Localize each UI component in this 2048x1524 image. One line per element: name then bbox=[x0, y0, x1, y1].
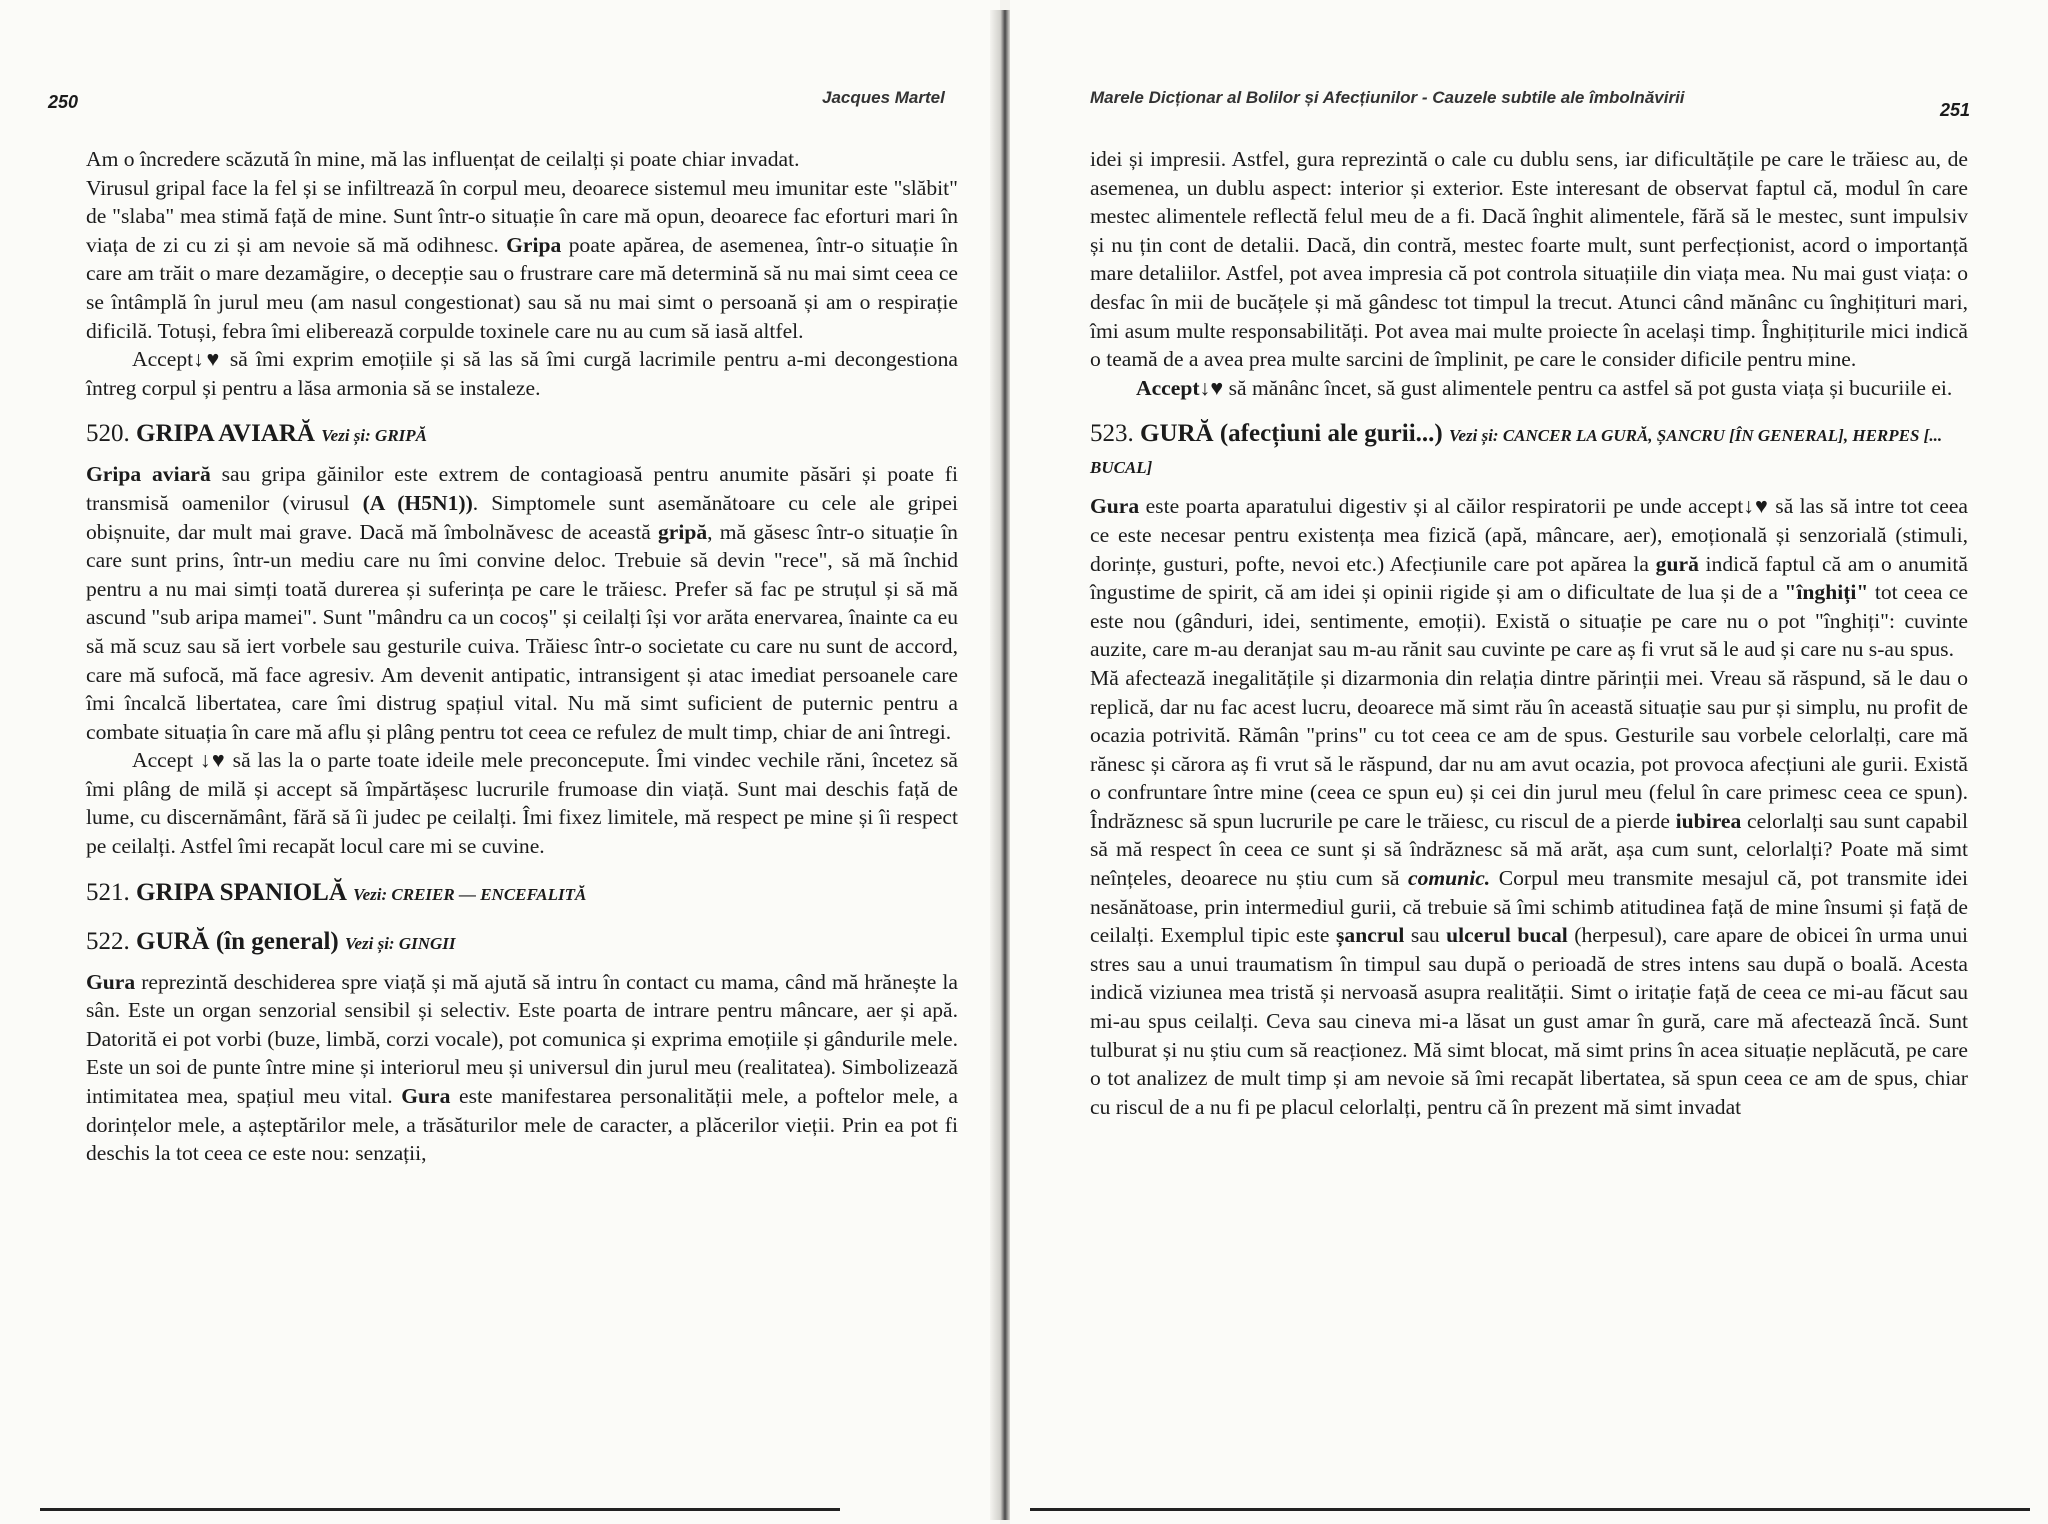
running-header-left: Jacques Martel bbox=[822, 88, 945, 107]
accept-paragraph: Accept↓♥ să mănânc încet, să gust alimentele pentru ca astfel să pot gusta viața și bucuriile ei. bbox=[1136, 375, 1953, 400]
page-edge-line bbox=[40, 1508, 840, 1511]
accept-paragraph: Accept ↓♥ să las la o parte toate ideile mele preconcepute. Îmi vindec vechile răni, încetez să îmi plâng de milă și accept să împărtășesc lucrurile frumoase din viață. Sunt mai deschis față de lume, cu discernământ, fără să îi judec pe ceilalți. Îmi fixez limitele, mă respect pe mine și îi respect pe ceilalți. Astfel îmi recapăt locul care mi se cuvine. bbox=[86, 748, 958, 859]
paragraph: Virusul gripal face la fel și se infiltrează în corpul meu, deoarece sistemul meu imunitar este "slăbit" de "slaba" mea stimă față de mine. Sunt într-o situație în care mă opun, deoarece fac eforturi mari în viața de zi cu zi și am nevoie să mă odihnesc. Gripa poate apărea, de asemenea, într-o situație în care am trăit o mare dezamăgire, o decepție sau o frustrare care mă determină să nu mai simt ceea ce se întâmplă în jurul meu (am nasul congestionat) sau să nu mai simt o persoană și am o respirație dificilă. Totuși, febra îmi eliberează corpulde toxinele care nu au cum să iasă altfel. bbox=[86, 175, 958, 343]
running-header-right: Marele Dicționar al Bolilor și Afecțiunilor - Cauzele subtile ale îmbolnăvirii bbox=[1090, 88, 1685, 107]
entry-title: GURĂ (în general) bbox=[136, 927, 339, 955]
paragraph: idei și impresii. Astfel, gura reprezintă o cale cu dublu sens, iar dificultățile pe care le trăiesc au, de asemenea, un dublu aspect: interior și exterior. Este interesant de observat faptul că, modul în care mestec alimentele reflectă felul meu de a fi. Dacă înghit alimentele, fără să le mestec, sunt impulsiv și nu țin cont de detalii. Dacă, din contră, mestec foarte mult, sunt perfecționist, acord o importanță mare detaliilor. Astfel, pot avea impresia că pot controla situațiile din viața mea. Nu mai gust viața: o desfac în mii de bucățele și mă gândesc tot timpul la trecut. Atunci când mănânc cu înghițituri mari, îmi asum multe responsabilități. Pot avea mai multe proiecte în același timp. Înghițiturile mici indică o teamă de a avea prea multe sarcini de împlinit, pe care le consider dificile pentru mine. bbox=[1090, 147, 1968, 372]
paragraph: Am o încredere scăzută în mine, mă las influențat de ceilalți și poate chiar invadat. bbox=[86, 147, 800, 171]
page-edge-line bbox=[1030, 1508, 2030, 1511]
entry-title: GRIPA AVIARĂ bbox=[136, 420, 315, 448]
see-also: Vezi și: GRIPĂ bbox=[321, 426, 428, 446]
entry-521-heading: 521. GRIPA SPANIOLĂ Vezi: CREIER — ENCEFALITĂ bbox=[86, 878, 587, 906]
page-number-right: 251 bbox=[1940, 100, 1971, 120]
see-also: Vezi: CREIER — ENCEFALITĂ bbox=[353, 884, 587, 904]
entry-title: GURĂ (afecțiuni ale gurii...) bbox=[1140, 420, 1443, 448]
accept-paragraph: Accept↓♥ să îmi exprim emoțiile și să las să îmi curgă lacrimile pentru a-mi decongestiona întreg corpul și pentru a lăsa armonia să se instaleze. bbox=[86, 347, 958, 400]
right-text-column bbox=[1090, 145, 1968, 1121]
entry-523-heading: 523. GURĂ (afecțiuni ale gurii...) Vezi și: CANCER LA GURĂ, ȘANCRU [ÎN GENERAL], HERPES [... BUCAL] bbox=[1090, 420, 1943, 478]
entry-523-body-2: Mă afectează inegalitățile și dizarmonia din relația dintre părinții mei. Vreau să răspund, să le dau o replică, dar nu fac acest lucru, deoarece mă simt rău în această situație sau pur și simplu, nu profit de ocazia potrivită. Rămân "prins" cu tot ceea ce am de spus. Gesturile sau vorbele celorlalți, care mă rănesc și cărora aș fi vrut să le răspund, dar nu am avut ocazia, pot provoca afecțiuni ale gurii. Există o confruntare între mine (ceea ce spun eu) și cei din jurul meu (felul în care primesc ceea ce spun). Îndrăznesc să spun lucrurile pe care le trăiesc, cu riscul de a pierde iubirea celorlalți sau sunt capabil să mă respect în ceea ce sunt și să îndrăznesc să mă arăt, așa cum sunt, celorlalți? Poate mă simt neînțeles, deoarece nu știu cum să comunic. Corpul meu transmite mesajul că, pot transmite idei nesănătoase, prin intermediul gurii, că trebuie să îmi schimb atitudinea față de mine însumi și față de ceilalți. Exemplul tipic este șancrul sau ulcerul bucal (herpesul), care apare de obicei în urma unui stres sau a unui traumatism în timpul sau după o perioadă de stres intens sau după o boală. Acesta indică viziunea mea tristă și nervoasă asupra realității. Simt o iritație față de ceea ce mi-au făcut sau mi-au spus ceilalți. Ceva sau cineva mi-a lăsat un gust amar în gură, care mă afectează încă. Sunt tulburat și nu știu cum să reacționez. Mă simt blocat, mă simt prins în acea situație neplăcută, pe care o tot analizez de mult timp și am nevoie să îmi recapăt libertatea, să spun ceea ce am de spus, chiar cu riscul de a nu fi pe placul celorlalți, pentru că în prezent mă simt invadat bbox=[1090, 665, 1969, 1119]
entry-522-body: Gura reprezintă deschiderea spre viață și mă ajută să intru în contact cu mama, când mă hrănește la sân. Este un organ senzorial sensibil și selectiv. Este poarta de intrare pentru mâncare, aer și apă. Datorită ei pot vorbi (buze, limbă, corzi vocale), pot comunica și exprima emoțiile și gândurile mele. Este un soi de punte între mine și interiorul meu și universul din jurul meu (realitatea). Simbolizează intimitatea mea, spațiul meu vital. Gura este manifestarea personalității mele, a poftelor mele, a dorințelor mele, a așteptărilor mele, a trăsăturilor mele de caracter, a plăcerilor vieții. Prin ea pot fi deschis la tot ceea ce este nou: senzații, bbox=[86, 969, 959, 1166]
bold-term: Gripa bbox=[506, 232, 562, 257]
entry-520-heading: 520. GRIPA AVIARĂ Vezi și: GRIPĂ bbox=[86, 420, 428, 448]
left-page bbox=[0, 0, 1000, 1524]
page-number-left: 250 bbox=[48, 92, 79, 112]
see-also: Vezi și: CANCER LA GURĂ, ȘANCRU [ÎN GENERAL], HERPES [... BUCAL] bbox=[1090, 426, 1943, 478]
entry-520-body: Gripa aviară sau gripa găinilor este extrem de contagioasă pentru anumite păsări și poate fi transmisă oamenilor (virusul (A (H5N1)). Simptomele sunt asemănătoare cu cele ale gripei obișnuite, dar mult mai grave. Dacă mă îmbolnăvesc de această gripă, mă găsesc într-o situație în care sunt prins, într-un mediu care nu îmi convine deloc. Trebuie să devin "rece", să mă închid pentru a nu mai simți toată durerea și suferința pe care le trăiesc. Prefer să fac pe struțul și să mă ascund "sub aripa mamei". Sunt "mândru ca un cocoș" și ceilalți își vor arăta enervarea, înainte ca eu să mă scuz sau să iert vorbele sau gesturile cuiva. Trăiesc într-o societate cu care nu sunt de accord, care mă sufocă, mă face agresiv. Am devenit antipatic, intransigent și atac imediat persoanele care îmi încalcă libertatea, care îmi distrug spațiul vital. Nu mă simt suficient de puternic pentru a combate situația în care mă aflu și plâng pentru tot ceea ce refulez de mult timp, chiar de ani întregi. bbox=[86, 462, 958, 744]
left-text-column bbox=[86, 145, 958, 1168]
entry-title: GRIPA SPANIOLĂ bbox=[136, 878, 347, 906]
right-page bbox=[1010, 0, 2048, 1524]
entry-522-heading: 522. GURĂ (în general) Vezi și: GINGII bbox=[86, 927, 456, 955]
entry-523-body: Gura este poarta aparatului digestiv și al căilor respiratorii pe unde accept↓♥ să las să intre tot ceea ce este necesar pentru existența mea fizică (apă, mâncare, aer), emoțională și senzorială (stimuli, dorințe, gusturi, pofte, nevoi etc.) Afecțiunile care pot apărea la gură indică faptul că am o anumită îngustime de spirit, că am idei și opinii rigide și am o dificultate de lua și de a "înghiți" tot ceea ce este nou (gânduri, idei, sentimente, emoții). Există o situație pe care nu o pot "înghiți": cuvinte auzite, care m-au deranjat sau m-au rănit sau cuvinte pe care aș fi vrut să le aud și care nu s-au spus. bbox=[1090, 494, 1968, 662]
see-also: Vezi și: GINGII bbox=[345, 933, 456, 953]
